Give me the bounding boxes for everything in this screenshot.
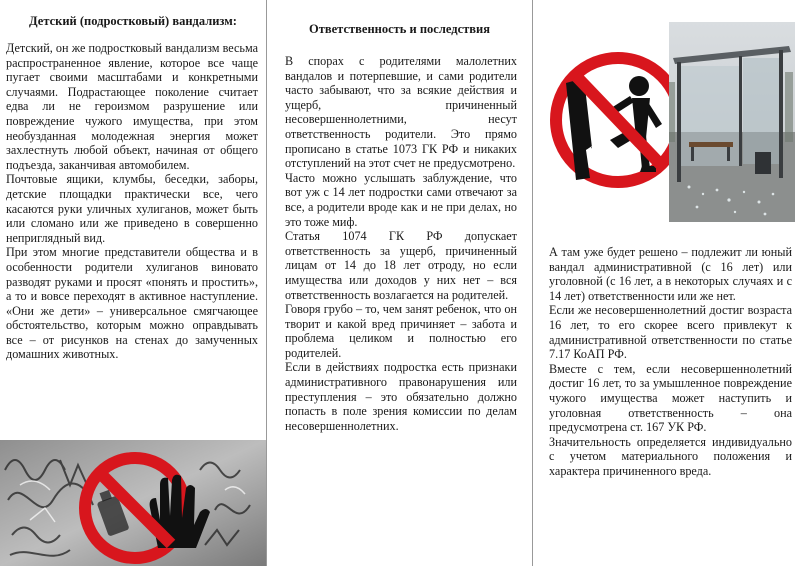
section-text-vandalism — [6, 41, 258, 436]
paragraph: Говоря грубо – то, чем занят ребенок, что он творит и какой вред причиняет – забота и проблема целиком и полностью его родителей. — [285, 302, 517, 360]
paragraph: В спорах с родителями малолетних вандалов и потерпевшие, и сами родители часто забывают, что за всякие действия и ущерб, причиненный несовершеннолетними, несут ответственность родители. Это прямо прописано в статье 1073 ГК РФ и никаких отступлений на этот счет не предусмотрено. — [285, 54, 517, 171]
paragraph: Значительность определяется индивидуально с учетом материального положения и характера причиненного вреда. — [549, 434, 792, 478]
paragraph: А там уже будет решено – подлежит ли юный вандал административной (с 16 лет) или уголовной (с 16 лет, а в некоторых случаях и с 14 лет) ответственности или же нет. — [549, 245, 792, 303]
column-vandalism — [0, 0, 266, 566]
paragraph: Статья 1074 ГК РФ допускает ответственность за ущерб, причиненный лицам от 14 до 18 лет отроду, но если имущества или доходов у них нет – вся ответственность возлагается на родителей. — [285, 229, 517, 302]
paragraph: Детский, он же подростковый вандализм весьма распространенное явление, которое все чаще пугает своими масштабами и конкретными случаями. Подрастающее поколение считает едва ли не героизмом разрушение или повреждение чужого имущества, при этом необузданная молодежная энергия может захлестнуть любой объект, начиная от общего подъезда, заканчивая автомобилем. — [6, 41, 258, 172]
section-text-responsibility — [285, 54, 517, 433]
bus-stop-photo — [669, 22, 795, 222]
section-title-vandalism: Детский (подростковый) вандализм: — [29, 14, 237, 28]
paragraph: Если в действиях подростка есть признаки административного правонарушения или преступления – это обязательно должно попасть в поле зрения комиссии по делам несовершеннолетних. — [285, 360, 517, 433]
column-liability — [533, 0, 800, 566]
paragraph: При этом многие представители общества и в особенности родители хулиганов виновато разводят руками и просят «понять и простить», а то и вовсе переходят в активное наступление. «Они же дети» – универсальное смягчающее обстоятельство, которым можно оправдывать все – от рисунков на стенах до замученных домашних животных. — [6, 245, 258, 362]
paragraph: Если же несовершеннолетний достиг возраста 16 лет, то его скорее всего привлекут к административной ответственности по статье 7.17 КоАП РФ. — [549, 303, 792, 362]
graffiti-image — [0, 440, 266, 566]
section-text-liability — [549, 245, 792, 479]
column-responsibility — [266, 0, 533, 566]
section-title-responsibility: Ответственность и последствия — [309, 22, 490, 36]
paragraph: Почтовые ящики, клумбы, беседки, заборы, детские площадки практически все, чего касаются руки уличных хулиганов, может быть или сломано или же приведено в совершенно неприглядный вид. — [6, 172, 258, 245]
paragraph: Часто можно услышать заблуждение, что вот уж с 14 лет подростки сами отвечают за все, а родители вроде как и не при делах, но это тоже миф. — [285, 170, 517, 229]
paragraph: Вместе с тем, если несовершеннолетний достиг 16 лет, то за умышленное повреждение чужого имущества может наступить и уголовная ответственность – она предусмотрена ст. 167 УК РФ. — [549, 361, 792, 435]
